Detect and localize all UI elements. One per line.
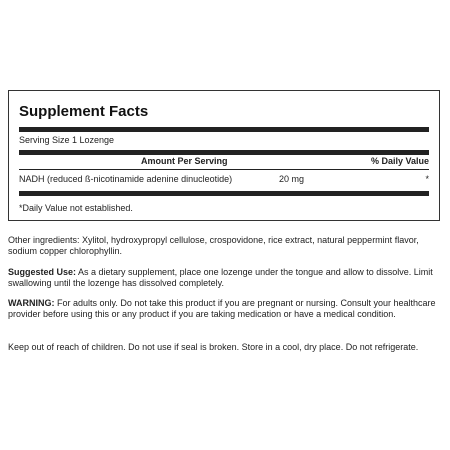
suggested-use-label: Suggested Use: bbox=[8, 267, 77, 277]
warning-text: For adults only. Do not take this product if you are pregnant or nursing. Consult your healthcare provider before using this or any product if you are taking medication or have a medical condition. bbox=[8, 298, 436, 319]
supplement-facts-panel bbox=[8, 90, 440, 221]
suggested-use bbox=[8, 267, 438, 289]
header-divider bbox=[19, 169, 429, 170]
warning bbox=[8, 298, 438, 320]
serving-size: Serving Size 1 Lozenge bbox=[19, 135, 115, 145]
storage-instructions: Keep out of reach of children. Do not use if seal is broken. Store in a cool, dry place. Do not refrigerate. bbox=[8, 342, 419, 352]
amount-per-serving-header: Amount Per Serving bbox=[141, 156, 228, 166]
nutrient-amount: 20 mg bbox=[279, 174, 305, 184]
nutrient-name: NADH (reduced ß-nicotinamide adenine dinucleotide) bbox=[19, 174, 233, 184]
nutrient-daily-value: * bbox=[425, 174, 429, 184]
suggested-use-text: As a dietary supplement, place one lozenge under the tongue and allow to dissolve. Limit swallowing until the lozenge has dissolved completely. bbox=[8, 267, 433, 288]
title-divider bbox=[19, 127, 429, 132]
warning-label: WARNING: bbox=[8, 298, 55, 308]
daily-value-header: % Daily Value bbox=[370, 156, 429, 166]
table-row bbox=[19, 173, 429, 185]
daily-value-footnote: *Daily Value not established. bbox=[19, 203, 133, 213]
table-bottom-divider bbox=[19, 191, 429, 196]
facts-title: Supplement Facts bbox=[19, 103, 149, 120]
other-ingredients: Other ingredients: Xylitol, hydroxypropyl cellulose, crospovidone, rice extract, natural peppermint flavor, sodium copper chlorophyllin. bbox=[8, 235, 419, 256]
facts-header-row bbox=[19, 155, 429, 167]
